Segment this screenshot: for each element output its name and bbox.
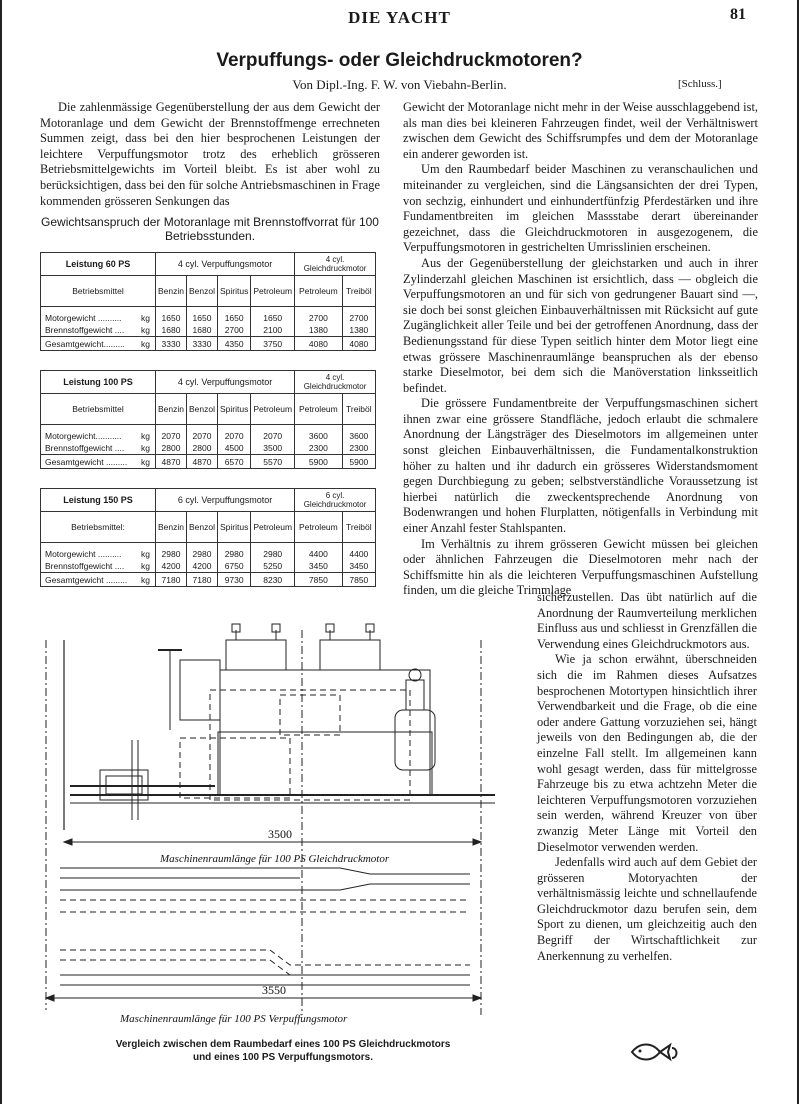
cell: 2980 [251, 543, 295, 561]
cell: 4350 [218, 337, 251, 351]
unit: kg [141, 313, 150, 323]
row-label: Brennstoffgewicht .... [45, 561, 125, 571]
right-column [403, 100, 758, 599]
table-row [41, 307, 376, 325]
figure-caption-line2: und eines 100 PS Verpuffungsmotors. [192, 1052, 374, 1063]
fuel-header: Spiritus [218, 394, 251, 425]
fuel-header: Petroleum [295, 276, 343, 307]
fuel-header: Petroleum [251, 394, 295, 425]
cell: 3330 [156, 337, 187, 351]
table-header-row [41, 253, 376, 276]
fuel-header: Benzin [156, 276, 187, 307]
cell: 2070 [251, 425, 295, 443]
cell: 4080 [295, 337, 343, 351]
cell: 8230 [251, 573, 295, 587]
cell: 2980 [187, 543, 218, 561]
row-label: Brennstoffgewicht .... [45, 443, 125, 453]
cell: 3500 [251, 442, 295, 455]
cell: 7850 [295, 573, 343, 587]
narrow-column [537, 590, 757, 964]
cell: 2800 [187, 442, 218, 455]
cell: 7180 [187, 573, 218, 587]
row-label: Motorgewicht........... [45, 431, 122, 441]
article-title: Verpuffungs- oder Gleichdruckmotoren? [216, 50, 583, 71]
row-label: Brennstoffgewicht .... [45, 325, 125, 335]
table-row-total [41, 573, 376, 587]
power-label: Leistung 150 PS [41, 489, 156, 512]
cell: 2070 [218, 425, 251, 443]
table-row-total [41, 337, 376, 351]
paragraph: Die zahlenmässige Gegenüberstellung der aus dem Gewicht der Motoranlage und dem Gewicht der Brennstoffmenge errechneten Summen zeigt, dass bei den hier besprochenen Leistungen der leichtere Verpuffungsmotor trotz des erheblich grösseren Betriebsmittelgewichts im Vorteil bleibt. Es ist aber wohl zu berücksichtigen, dass bei den für solche Antriebsmaschinen in Frage kommenden grösseren Senkungen das [40, 100, 380, 208]
fuel-header: Benzin [156, 512, 187, 543]
cell: 1380 [295, 324, 343, 337]
cell: 1650 [187, 307, 218, 325]
fuel-header: Benzol [187, 512, 218, 543]
table-row-total [41, 455, 376, 469]
cell: 2980 [156, 543, 187, 561]
fuel-header: Treiböl [342, 394, 375, 425]
table-row [41, 425, 376, 443]
row-header: Betriebsmittel: [41, 512, 156, 543]
power-label: Leistung 60 PS [41, 253, 156, 276]
table-row [41, 442, 376, 455]
weight-table-150ps [40, 488, 376, 587]
group-gleichdruck: 4 cyl. Gleichdruckmotor [295, 253, 376, 276]
cell: 5900 [295, 455, 343, 469]
fuel-header: Benzol [187, 276, 218, 307]
figure-caption-line1: Vergleich zwischen dem Raumbedarf eines 100 PS Gleichdruckmotors [115, 1039, 451, 1050]
group-gleichdruck: 4 cyl. Gleichdruckmotor [295, 371, 376, 394]
article-byline: Von Dipl.-Ing. F. W. von Viebahn-Berlin. [292, 77, 507, 92]
cell: 3450 [342, 560, 375, 573]
cell: 1680 [187, 324, 218, 337]
figure-caption [40, 1038, 526, 1064]
cell: 4200 [187, 560, 218, 573]
fuel-header: Treiböl [342, 512, 375, 543]
cell: 2980 [218, 543, 251, 561]
table-row [41, 324, 376, 337]
fuel-header: Petroleum [295, 394, 343, 425]
fuel-header: Benzol [187, 394, 218, 425]
paragraph: Die grössere Fundamentbreite der Verpuffungsmaschinen sichert ihnen zwar eine grössere Standfläche, jedoch erlaubt die schmalere Anordnung der Längsträger des Dieselmotors im allgemeinen unter sonst gleichen Einbauverhältnissen, die Fundamentalkonstruktion höher zu halten und ihr dadurch ein grösseres Widerstandsmoment gegen Durchbiegung zu geben; selbstverständliche Voraussetzung ist hierbei natürlich die zweckentsprechende Anordnung von Bodenwrangen und hohen Flurplatten, nötigenfalls in Verbindung mit einer Anzahl fester Stahlspanten. [403, 396, 758, 536]
cell: 3750 [251, 337, 295, 351]
table-header-row [41, 489, 376, 512]
cell: 3330 [187, 337, 218, 351]
fuel-header-row [41, 512, 376, 543]
fuel-header: Benzin [156, 394, 187, 425]
fish-ornament-icon [630, 1040, 680, 1064]
group-gleichdruck: 6 cyl. Gleichdruckmotor [295, 489, 376, 512]
row-label: Motorgewicht .......... [45, 313, 122, 323]
cell: 2300 [295, 442, 343, 455]
page-edge-left [0, 0, 2, 1104]
cell: 9730 [218, 573, 251, 587]
row-label: Gesamtgewicht......... [45, 338, 125, 349]
fuel-header: Petroleum [295, 512, 343, 543]
row-header: Betriebsmittel [41, 394, 156, 425]
fuel-header: Petroleum [251, 276, 295, 307]
cell: 1650 [251, 307, 295, 325]
weight-table-100ps [40, 370, 376, 469]
cell: 3450 [295, 560, 343, 573]
row-label: Gesamtgewicht ......... [45, 456, 128, 467]
cell: 5250 [251, 560, 295, 573]
label-top: Maschinenraumlänge für 100 PS Gleichdruckmotor [160, 853, 390, 865]
engine-room-drawing [40, 620, 526, 1028]
cell: 2700 [218, 324, 251, 337]
unit: kg [141, 561, 150, 571]
group-verpuffung: 6 cyl. Verpuffungsmotor [156, 489, 295, 512]
dimension-top: 3500 [268, 827, 292, 841]
table-caption: Gewichtsanspruch der Motoranlage mit Brennstoffvorrat für 100 Betriebsstunden. [41, 215, 379, 243]
cell: 2070 [156, 425, 187, 443]
cell: 4870 [187, 455, 218, 469]
cell: 4870 [156, 455, 187, 469]
paragraph: Wie ja schon erwähnt, überschneiden sich die im Rahmen dieses Aufsatzes besprochenen Motortypen hinsichtlich ihrer Verwendbarkeit und die Frage, ob die eine oder andere Gattung vorzuziehen sei, hängt jeweils von den Bedingungen ab, die der einzelne Fall stellt. Im allgemeinen kann wohl gesagt werden, dass für mittelgrosse Fahrzeuge bis zu etwa achtzehn Meter die leichteren Verpuffungsmotoren vorzuziehen sein werden, während Kreuzer von über zwanzig Meter Länge mit Vorteil den Dieselmotor verwenden werden. [537, 652, 757, 854]
cell: 1380 [342, 324, 375, 337]
cell: 2700 [295, 307, 343, 325]
unit: kg [141, 431, 150, 441]
cell: 1650 [218, 307, 251, 325]
cell: 3600 [342, 425, 375, 443]
cell: 2100 [251, 324, 295, 337]
row-label: Gesamtgewicht ......... [45, 574, 128, 585]
row-label: Motorgewicht .......... [45, 549, 122, 559]
table-row [41, 560, 376, 573]
dimension-bottom: 3550 [262, 983, 286, 997]
cell: 6570 [218, 455, 251, 469]
group-verpuffung: 4 cyl. Verpuffungsmotor [156, 371, 295, 394]
continuation-note: [Schluss.] [678, 78, 722, 90]
cell: 3600 [295, 425, 343, 443]
paragraph: Jedenfalls wird auch auf dem Gebiet der grösseren Motoryachten der verhältnismässig leichte und schnellaufende Gleichdruckmotor dazu berufen sein, dem Sport zu dienen, um gleichzeitig auch den Begriff der Wirtschaftlichkeit zur Anerkennung zu verhelfen. [537, 855, 757, 963]
paragraph: sicherzustellen. Das übt natürlich auf die Anordnung der Raumverteilung merklichen Einfluss aus und schliesst in Grenzfällen die Verwendung eines Gleichdruckmotors aus. [537, 590, 757, 651]
weight-table-60ps [40, 252, 376, 351]
cell: 4400 [295, 543, 343, 561]
cell: 4200 [156, 560, 187, 573]
fuel-header: Petroleum [251, 512, 295, 543]
cell: 4500 [218, 442, 251, 455]
page-number: 81 [730, 6, 746, 23]
cell: 2300 [342, 442, 375, 455]
cell: 7180 [156, 573, 187, 587]
unit: kg [141, 574, 150, 585]
cell: 2700 [342, 307, 375, 325]
cell: 4080 [342, 337, 375, 351]
cell: 4400 [342, 543, 375, 561]
power-label: Leistung 100 PS [41, 371, 156, 394]
paragraph: Um den Raumbedarf beider Maschinen zu veranschaulichen und miteinander zu vergleichen, sind die Längsansichten der drei Typen, von sechzig, einhundert und einhundertfünfzig Pferdestärken und ihre Fundamentbreiten im gleichen Massstabe derart übereinander gezeichnet, dass die Gleichdruckmotoren in ausgezogenem, die Verpuffungsmotoren in gestrichelten Umrisslinien erscheinen. [403, 162, 758, 255]
unit: kg [141, 456, 150, 467]
unit: kg [141, 443, 150, 453]
cell: 6750 [218, 560, 251, 573]
cell: 2070 [187, 425, 218, 443]
fuel-header: Spiritus [218, 276, 251, 307]
unit: kg [141, 338, 150, 349]
table-header-row [41, 371, 376, 394]
unit: kg [141, 549, 150, 559]
cell: 5570 [251, 455, 295, 469]
fuel-header: Treiböl [342, 276, 375, 307]
fuel-header-row [41, 276, 376, 307]
paragraph: Gewicht der Motoranlage nicht mehr in der Weise ausschlaggebend ist, als man dies bei kleineren Fahrzeugen findet, weil der Verhältniswert zwischen dem Gewicht des Schiffsrumpfes und dem der Motoranlage ein anderer geworden ist. [403, 100, 758, 161]
group-verpuffung: 4 cyl. Verpuffungsmotor [156, 253, 295, 276]
cell: 1650 [156, 307, 187, 325]
fuel-header-row [41, 394, 376, 425]
cell: 2800 [156, 442, 187, 455]
cell: 1680 [156, 324, 187, 337]
fuel-header: Spiritus [218, 512, 251, 543]
table-row [41, 543, 376, 561]
unit: kg [141, 325, 150, 335]
cell: 7850 [342, 573, 375, 587]
paragraph: Aus der Gegenüberstellung der gleichstarken und auch in ihrer Zylinderzahl gleichen Maschinen ist ersichtlich, dass — obgleich die Verpuffungsmotoren an und für sich von gedrungener Bauart sind —, sie doch bei sonst gleichen Einbauverhältnissen mit Rücksicht auf gute Zugänglichkeit aller Teile und bei der getroffenen Anordnung, dass der Bedienungsstand für diese Typen seitlich hinter dem Motor liegt eine etwas grössere Maschinenraumlänge beanspruchen als der ebenso starke Dieselmotor, bei dem sich die Manöverstation linksseitlich befindet. [403, 255, 758, 395]
paragraph: Im Verhältnis zu ihrem grösseren Gewicht müssen bei gleichen oder ähnlichen Fahrzeugen die Dieselmotoren mehr nach der Schiffsmitte hin als die leichteren Verpuffungsmaschinen Aufstellung finden, um die gleiche Trimmlage [403, 536, 758, 598]
running-title: DIE YACHT [348, 8, 451, 27]
cell: 5900 [342, 455, 375, 469]
row-header: Betriebsmittel [41, 276, 156, 307]
label-bottom: Maschinenraumlänge für 100 PS Verpuffungsmotor [120, 1013, 348, 1025]
left-column [40, 100, 380, 209]
